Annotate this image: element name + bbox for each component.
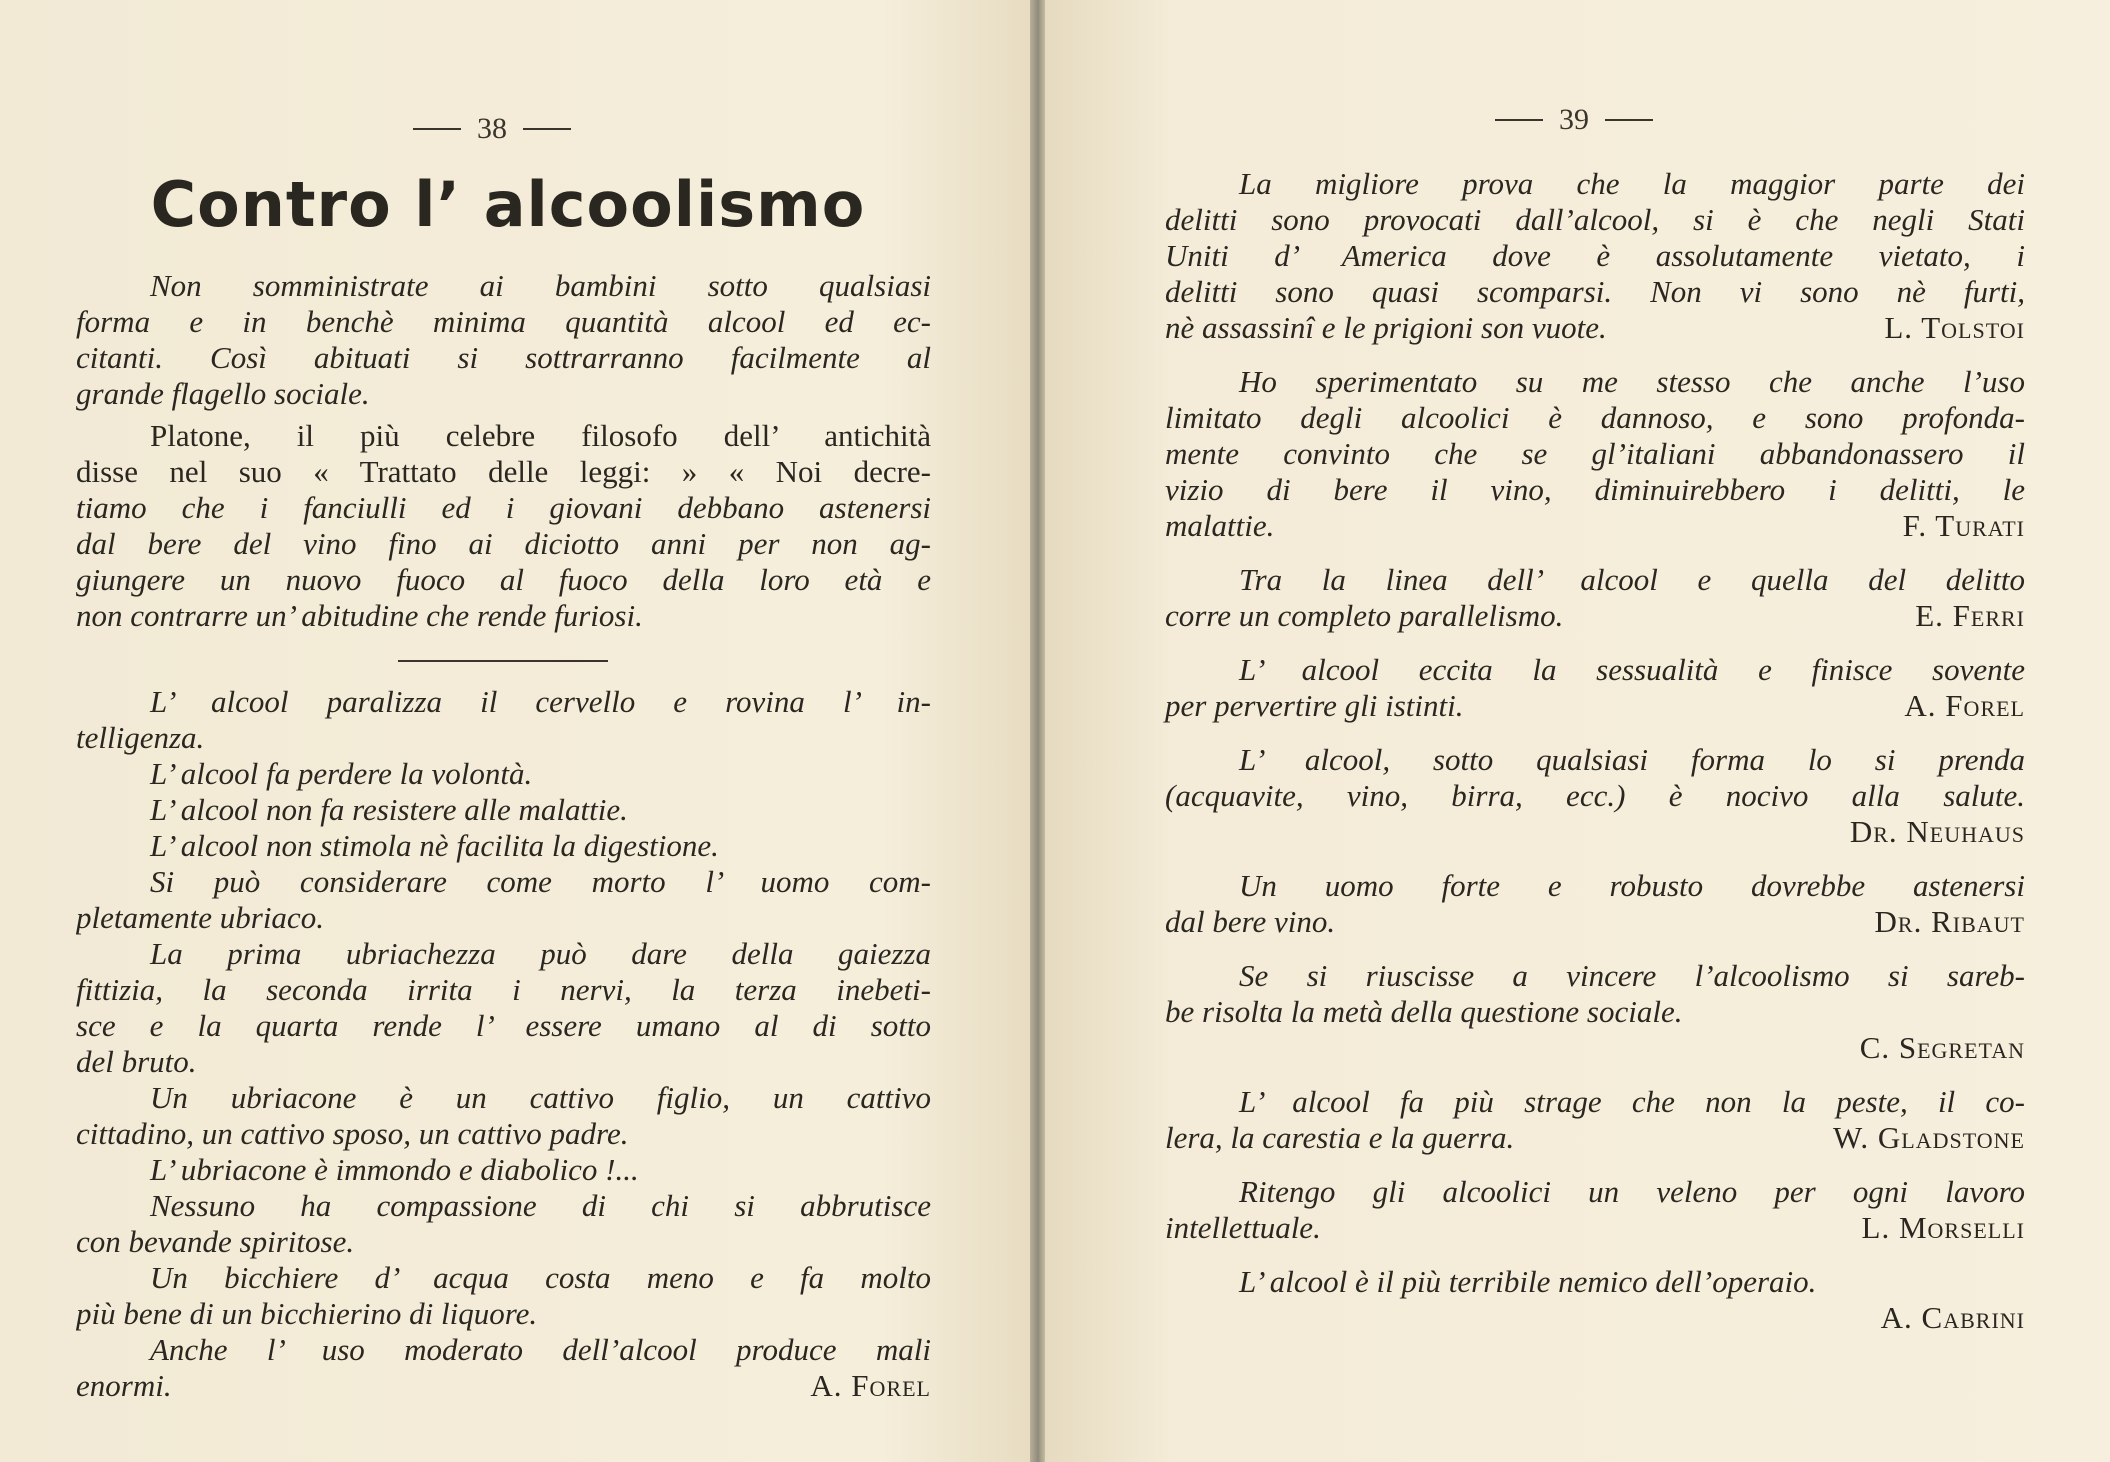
dash xyxy=(1495,119,1543,121)
text-line: Tra la linea dell’ alcool e quella del delitto xyxy=(1239,562,2025,597)
text-line: Un bicchiere d’ acqua costa meno e fa molto xyxy=(150,1260,931,1295)
text-line: sce e la quarta rende l’ essere umano al di sotto xyxy=(76,1008,931,1043)
text-line: La migliore prova che la maggior parte dei xyxy=(1239,166,2025,201)
text-line: La prima ubriachezza può dare della gaiezza xyxy=(150,936,931,971)
text-line: limitato degli alcoolici è dannoso, e sono profonda- xyxy=(1165,400,2025,435)
text-line: Si può considerare come morto l’ uomo com- xyxy=(150,864,931,899)
page-number-left xyxy=(413,112,571,146)
page-number-right xyxy=(1495,103,1653,137)
text-line: enormi. xyxy=(76,1368,172,1403)
author-signature: L. Morselli xyxy=(1861,1210,2025,1245)
quote-morselli xyxy=(1165,1174,2025,1246)
quote-gladstone xyxy=(1165,1084,2025,1156)
author-signature: Dr. Neuhaus xyxy=(1849,814,2025,849)
text-line: cittadino, un cattivo sposo, un cattivo padre. xyxy=(76,1116,629,1151)
text-line: (acquavite, vino, birra, ecc.) è nocivo alla salute. xyxy=(1165,778,2025,813)
text-line: con bevande spiritose. xyxy=(76,1224,355,1259)
dash xyxy=(1605,119,1653,121)
quote-segretan xyxy=(1165,958,2025,1066)
author-signature: A. Cabrini xyxy=(1880,1300,2025,1335)
intro-paragraph xyxy=(76,268,931,412)
text-line: più bene di un bicchierino di liquore. xyxy=(76,1296,538,1331)
text-line: L’ ubriacone è immondo e diabolico !... xyxy=(150,1152,639,1187)
author-signature: E. Ferri xyxy=(1915,598,2025,633)
text-line: pletamente ubriaco. xyxy=(76,900,324,935)
page-title: Contro l’ alcoolismo xyxy=(150,168,866,241)
signature-line xyxy=(1165,310,2025,346)
text-line: Anche l’ uso moderato dell’alcool produce mali xyxy=(150,1332,931,1367)
author-signature: F. Turati xyxy=(1902,508,2025,543)
text-line: Se si riuscisse a vincere l’alcoolismo si sareb- xyxy=(1239,958,2025,993)
quote-ferri xyxy=(1165,562,2025,634)
text-line: L’ alcool non fa resistere alle malattie. xyxy=(150,792,628,827)
text-line: tiamo che i fanciulli ed i giovani debbano astenersi xyxy=(76,490,931,525)
text-line: Platone, il più celebre filosofo dell’ antichità xyxy=(150,418,931,453)
page-number-text: 38 xyxy=(477,112,507,145)
text-line: Un ubriacone è un cattivo figlio, un cattivo xyxy=(150,1080,931,1115)
text-line: giungere un nuovo fuoco al fuoco della loro età e xyxy=(76,562,931,597)
maxims-block xyxy=(76,684,931,1404)
text-line: vizio di bere il vino, diminuirebbero i delitti, le xyxy=(1165,472,2025,507)
author-signature: Dr. Ribaut xyxy=(1874,904,2025,939)
dash xyxy=(413,128,461,130)
text-line: L’ alcool fa più strage che non la peste, il co- xyxy=(1239,1084,2025,1119)
plato-paragraph xyxy=(76,418,931,634)
text-line: Ho sperimentato su me stesso che anche l’uso xyxy=(1239,364,2025,399)
text-line: fittizia, la seconda irrita i nervi, la terza inebeti- xyxy=(76,972,931,1007)
text-line: delitti sono provocati dall’alcool, si è che negli Stati xyxy=(1165,202,2025,237)
text-line: nè assassinî e le prigioni son vuote. xyxy=(1165,310,1607,345)
text-line: citanti. Così abituati si sottrarranno facilmente al xyxy=(76,340,931,375)
text-line: dal bere vino. xyxy=(1165,904,1336,939)
text-line: Uniti d’ America dove è assolutamente vietato, i xyxy=(1165,238,2025,273)
text-line: corre un completo parallelismo. xyxy=(1165,598,1564,633)
quote-cabrini xyxy=(1165,1264,2025,1336)
text-line: lera, la carestia e la guerra. xyxy=(1165,1120,1515,1155)
text-line: L’ alcool eccita la sessualità e finisce sovente xyxy=(1239,652,2025,687)
text-line: Ritengo gli alcoolici un veleno per ogni lavoro xyxy=(1239,1174,2025,1209)
text-line: non contrarre un’ abitudine che rende furiosi. xyxy=(76,598,643,633)
text-line: grande flagello sociale. xyxy=(76,376,370,411)
text-line: L’ alcool fa perdere la volontà. xyxy=(150,756,533,791)
signature-line xyxy=(1165,904,2025,940)
dash xyxy=(523,128,571,130)
quote-turati xyxy=(1165,364,2025,544)
right-page xyxy=(1045,0,2110,1462)
text-line: intellettuale. xyxy=(1165,1210,1321,1245)
signature-line xyxy=(1165,1210,2025,1246)
signature-line xyxy=(1165,598,2025,634)
text-line: forma e in benchè minima quantità alcool ed ec- xyxy=(76,304,931,339)
text-line: malattie. xyxy=(1165,508,1275,543)
text-line: be risolta la metà della questione sociale. xyxy=(1165,994,1683,1029)
text-line: del bruto. xyxy=(76,1044,197,1079)
signature-line xyxy=(1165,508,2025,544)
text-line: Non somministrate ai bambini sotto qualsiasi xyxy=(150,268,931,303)
text-line: per pervertire gli istinti. xyxy=(1165,688,1464,723)
text-line: Un uomo forte e robusto dovrebbe astenersi xyxy=(1239,868,2025,903)
left-page xyxy=(0,0,1035,1462)
author-signature: A. Forel xyxy=(810,1368,931,1403)
text-line: delitti sono quasi scomparsi. Non vi sono nè furti, xyxy=(1165,274,2025,309)
section-divider xyxy=(398,660,608,662)
text-line: L’ alcool, sotto qualsiasi forma lo si prenda xyxy=(1239,742,2025,777)
author-signature: L. Tolstoi xyxy=(1884,310,2025,345)
text-line: dal bere del vino fino ai diciotto anni per non ag- xyxy=(76,526,931,561)
text-line: L’ alcool è il più terribile nemico dell’operaio. xyxy=(1239,1264,1817,1299)
quote-forel xyxy=(1165,652,2025,724)
quote-neuhaus xyxy=(1165,742,2025,850)
text-line: Nessuno ha compassione di chi si abbrutisce xyxy=(150,1188,931,1223)
quote-tolstoi xyxy=(1165,166,2025,346)
text-line: L’ alcool non stimola nè facilita la digestione. xyxy=(150,828,719,863)
signature-line xyxy=(1165,1120,2025,1156)
signature-line xyxy=(1165,688,2025,724)
quotes-block xyxy=(1165,166,2025,1354)
author-signature: W. Gladstone xyxy=(1832,1120,2025,1155)
quote-ribaut xyxy=(1165,868,2025,940)
author-signature: C. Segretan xyxy=(1859,1030,2025,1065)
page-number-text: 39 xyxy=(1559,103,1589,136)
text-line: disse nel suo « Trattato delle leggi: » « Noi decre- xyxy=(76,454,931,489)
text-line: telligenza. xyxy=(76,720,205,755)
author-signature: A. Forel xyxy=(1904,688,2025,723)
text-line: mente convinto che se gl’italiani abbandonassero il xyxy=(1165,436,2025,471)
text-line: L’ alcool paralizza il cervello e rovina l’ in- xyxy=(150,684,931,719)
signature-line xyxy=(76,1368,931,1404)
